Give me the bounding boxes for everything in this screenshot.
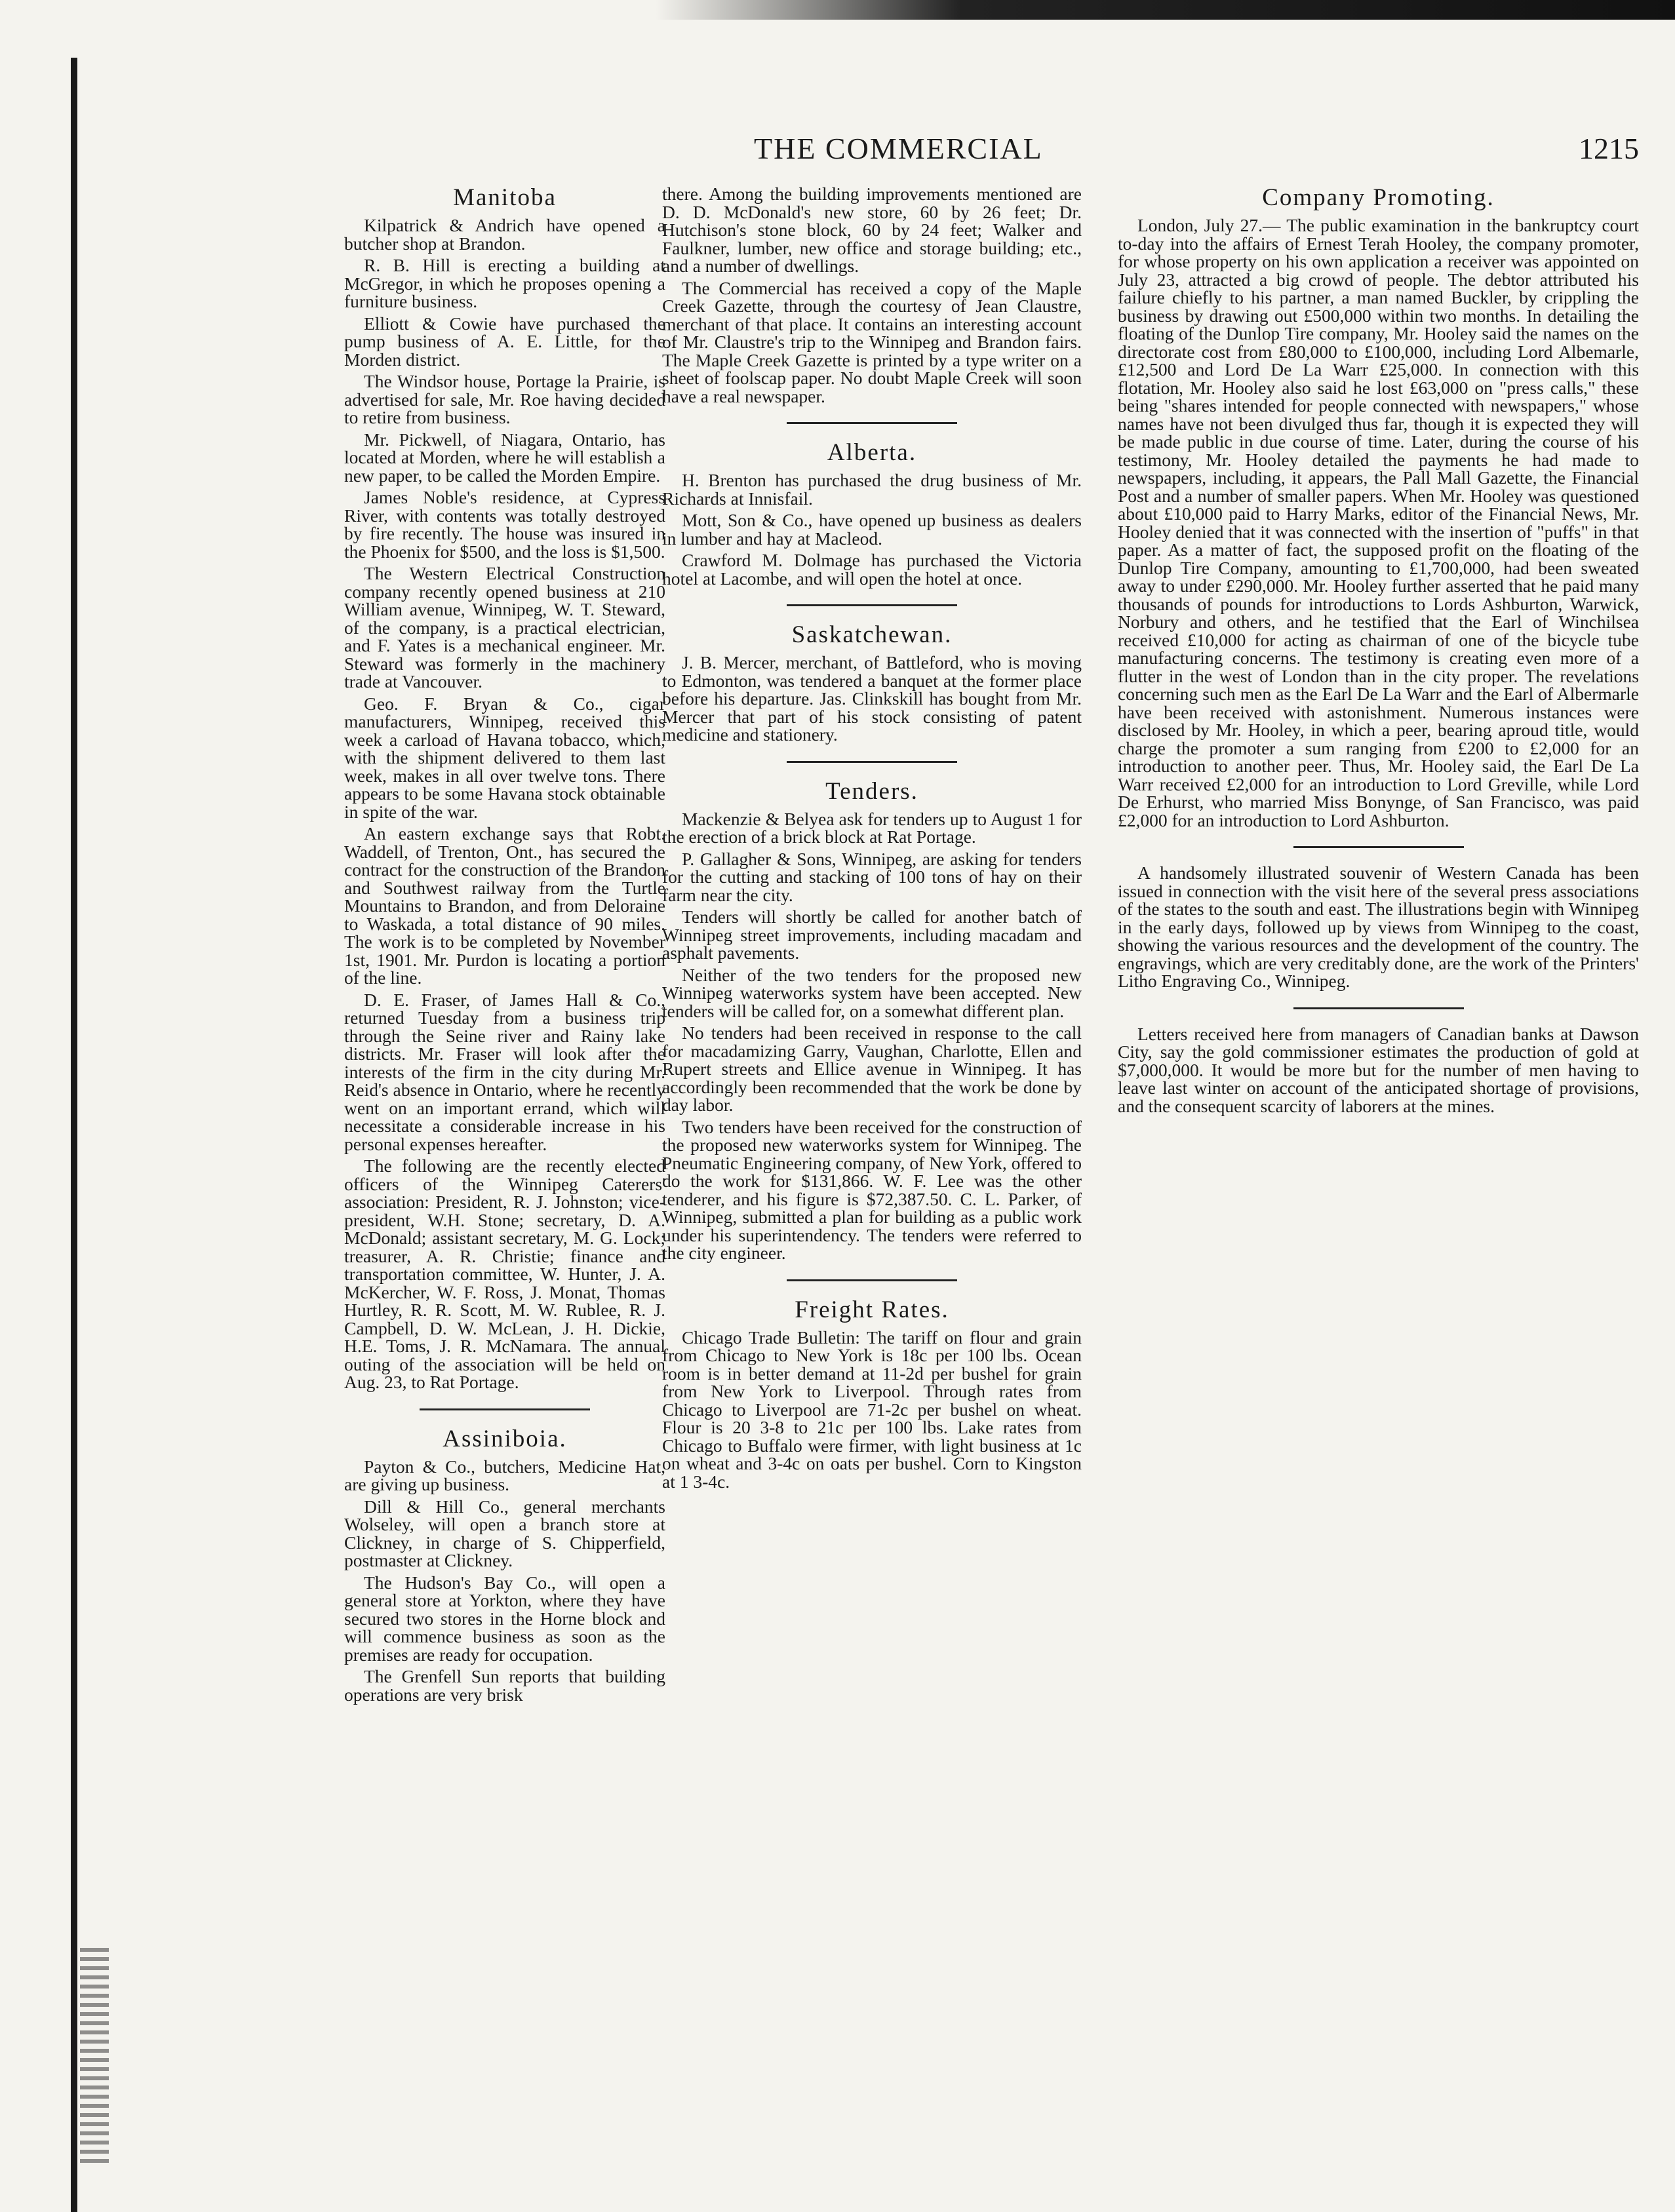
section-divider — [420, 1408, 590, 1410]
article-paragraph: A handsomely illustrated souvenir of Western Canada has been issued in connection with the visit here of the several press associations of the states to the south and east. The illustrations begin with Winnipeg in the early days, followed up by views from Winnipeg to the coast, showing the various resources and the development of the country. The engravings, which are very creditably done, are the work of the Printers' Litho Engraving Co., Winnipeg. — [1118, 863, 1639, 991]
article-paragraph: Kilpatrick & Andrich have opened a butcher shop at Brandon. — [344, 215, 665, 254]
article-paragraph: Tenders will shortly be called for another batch of Winnipeg street improvements, including macadam and asphalt pavements. — [662, 906, 1082, 963]
article-paragraph: Payton & Co., butchers, Medicine Hat, are giving up business. — [344, 1456, 665, 1494]
column-3 — [1118, 185, 1639, 2153]
page-header — [695, 131, 1639, 184]
section-divider — [787, 1279, 957, 1281]
article-paragraph: The Hudson's Bay Co., will open a general store at Yorkton, where they have secured two stores in the Horne block and will commence business as soon as the premises are ready for occupation. — [344, 1572, 665, 1665]
column-2 — [662, 185, 1082, 2153]
section-divider — [787, 604, 957, 606]
article-paragraph: Elliott & Cowie have purchased the pump business of A. E. Little, for the Morden district. — [344, 313, 665, 370]
scan-artifact — [80, 1947, 109, 2163]
section-heading: Alberta. — [827, 439, 917, 466]
article-paragraph: Geo. F. Bryan & Co., cigar manufacturers, Winnipeg, received this week a carload of Havana tobacco, which, with the shipment delivered to them last week, makes in all over twelve tons. There appears to be some Havana stock obtainable in spite of the war. — [344, 693, 665, 822]
article-paragraph: An eastern exchange says that Robt. Waddell, of Trenton, Ont., has secured the contract for the construction of the Brandon and Southwest railway from the Turtle Mountains to Brandon, and from Deloraine to Waskada, a total distance of 90 miles. The work is to be completed by November 1st, 1901. Mr. Purdon is locating a portion of the line. — [344, 823, 665, 988]
article-paragraph: Mackenzie & Belyea ask for tenders up to August 1 for the erection of a brick block at Rat Portage. — [662, 808, 1082, 847]
article-paragraph: The Western Electrical Construction company recently opened business at 210 William avenue, Winnipeg, W. T. Steward, of the company, is a practical electrician, and F. Yates is a mechanical engineer. Mr. Steward was formerly in the machinery trade at Vancouver. — [344, 563, 665, 691]
article-paragraph: The Commercial has received a copy of the Maple Creek Gazette, through the courtesy of Jean Claustre, merchant of that place. It contains an interesting account of Mr. Claustre's trip to the Winnipeg and Brandon fairs. The Maple Creek Gazette is printed by a type writer on a sheet of foolscap paper. No doubt Maple Creek will soon have a real newspaper. — [662, 277, 1082, 406]
section-heading: Manitoba — [453, 185, 557, 211]
article-paragraph: Dill & Hill Co., general merchants Wolseley, will open a branch store at Clickney, in charge of S. Chipperfield, postmaster at Clickney. — [344, 1496, 665, 1570]
section-heading: Freight Rates. — [795, 1296, 949, 1323]
column-1 — [344, 185, 665, 2153]
article-paragraph: Crawford M. Dolmage has purchased the Victoria hotel at Lacombe, and will open the hotel at once. — [662, 550, 1082, 589]
article-paragraph: Letters received here from managers of Canadian banks at Dawson City, say the gold commissioner estimates the production of gold at $7,000,000. It would be more but for the number of men having to leave last winter on account of the anticipated shortage of provisions, and the consequent scarcity of laborers at the mines. — [1118, 1023, 1639, 1116]
article-paragraph: P. Gallagher & Sons, Winnipeg, are asking for tenders for the cutting and stacking of 100 tons of hay on their farm near the city. — [662, 848, 1082, 905]
scan-edge-top — [656, 0, 1675, 20]
section-divider — [787, 422, 957, 424]
article-paragraph: D. E. Fraser, of James Hall & Co., returned Tuesday from a business trip through the Seine river and Rainy lake districts. Mr. Fraser will look after the interests of the firm in the city during Mr. Reid's absence in Ontario, where he recently went on an important errand, which will necessitate a considerable increase in his personal expenses hereafter. — [344, 989, 665, 1154]
article-paragraph: Chicago Trade Bulletin: The tariff on flour and grain from Chicago to New York is 18c per 100 lbs. Ocean room is in better demand at 11-2d per bushel for grain from New York to Liverpool. Through rates from Chicago to Liverpool are 71-2c per bushel on wheat. Flour is 20 3-8 to 21c per 100 lbs. Lake rates from Chicago to Buffalo were firmer, with light business at 1c on wheat and 3-4c on oats per bushel. Corn to Kingston at 1 3-4c. — [662, 1327, 1082, 1492]
section-divider — [1293, 846, 1464, 848]
article-paragraph: Mr. Pickwell, of Niagara, Ontario, has located at Morden, where he will establish a new paper, to be called the Morden Empire. — [344, 429, 665, 486]
section-heading: Company Promoting. — [1262, 185, 1495, 211]
article-paragraph: Neither of the two tenders for the proposed new Winnipeg waterworks system have been accepted. New tenders will be called for, on a somewhat different plan. — [662, 964, 1082, 1021]
article-paragraph: The Windsor house, Portage la Prairie, is advertised for sale, Mr. Roe having decided to retire from business. — [344, 371, 665, 427]
page-number: 1215 — [1579, 132, 1639, 165]
section-divider — [787, 761, 957, 763]
article-paragraph: R. B. Hill is erecting a building at McGregor, in which he proposes opening a furniture business. — [344, 255, 665, 311]
article-paragraph: The Grenfell Sun reports that building operations are very brisk — [344, 1666, 665, 1705]
page-binding-edge — [71, 58, 77, 2212]
article-paragraph: Mott, Son & Co., have opened up business as dealers in lumber and hay at Macleod. — [662, 510, 1082, 549]
article-paragraph: No tenders had been received in response to the call for macadamizing Garry, Vaughan, Charlotte, Ellen and Rupert streets and Ellice avenue in Winnipeg. It has accordingly been recommended that the work be done by day labor. — [662, 1022, 1082, 1115]
section-heading: Tenders. — [825, 777, 918, 805]
article-paragraph: there. Among the building improvements mentioned are D. D. McDonald's new store, 60 by 26 feet; Dr. Hutchison's stone block, 60 by 24 feet; Walker and Faulkner, lumber, new office and storage building; etc., and a number of dwellings. — [662, 185, 1082, 276]
article-paragraph: H. Brenton has purchased the drug business of Mr. Richards at Innisfail. — [662, 470, 1082, 509]
section-heading: Assiniboia. — [443, 1425, 567, 1452]
article-paragraph: London, July 27.— The public examination in the bankruptcy court to-day into the affairs of Ernest Terah Hooley, the company promoter, for whose property on his own application a receiver was appointed on July 23, attracted a big crowd of people. The debtor attributed his failure chiefly to his partner, a man named Buckler, by crippling the business by drawing out £500,000 within two months. In detailing the floating of the Dunlop Tire company, Mr. Hooley said the names on the directorate cost from £80,000 to £100,000, including Lord Albemarle, £12,500 and Lord De La Warr £25,000. In connection with this flotation, Mr. Hooley also said he lost £63,000 on "press calls," these being "shares intended for people connected with newspapers," whose names have not been divulged thus far, though it is expected they will be made public in due course of time. Later, during the course of his testimony, Mr. Hooley detailed the payments he had made to newspapers, including, it appears, the Pall Mall Gazette, the Financial Post and a number of smaller papers. When Mr. Hooley was questioned about £10,000 paid to Harry Marks, editor of the Financial News, Mr. Hooley denied that it was connected with the insertion of "puffs" in that paper. As a matter of fact, the supposed profit on the floating of the Dunlop Tire Company, amounting to £1,700,000, had been sweated away to under £290,000. Mr. Hooley further asserted that he paid many thousands of pounds for introductions to Lords Ashburton, Warwick, Norbury and others, and he testified that the Earl of Winchilsea received £10,000 for acting as chairman of one of the bicycle tube manufacturing concerns. The testimony is creating even more of a flutter in the west of London than in the city proper. The revelations concerning such men as the Earl De La Warr and the Earl of Albermarle have been received with astonishment. Numerous instances were disclosed by Mr. Hooley, in which a peer, bearing aproud title, would charge the promoter a sum ranging from £200 to £2,000 for an introduction to another peer. Thus, Mr. Hooley said, the Earl De La Warr received £2,000 for an introduction to Lord Greville, while Lord De Erhurst, who married Miss Bonynge, of San Francisco, was paid £2,000 for an introduction to Lord Ashburton. — [1118, 215, 1639, 830]
publication-title: THE COMMERCIAL — [754, 132, 1043, 165]
article-paragraph: James Noble's residence, at Cypress River, with contents was totally destroyed by fire recently. The house was insured in the Phoenix for $500, and the loss is $1,500. — [344, 487, 665, 562]
article-paragraph: J. B. Mercer, merchant, of Battleford, who is moving to Edmonton, was tendered a banquet at the former place before his departure. Jas. Clinkskill has bought from Mr. Mercer that part of his stock consisting of patent medicine and stationery. — [662, 652, 1082, 745]
article-paragraph: Two tenders have been received for the construction of the proposed new waterworks system for Winnipeg. The Pneumatic Engineering company, of New York, offered to do the work for $131,866. W. F. Lee was the other tenderer, and his figure is $72,387.50. C. L. Parker, of Winnipeg, submitted a plan for building as a public work under his superintendency. The tenders were referred to the city engineer. — [662, 1116, 1082, 1263]
section-heading: Saskatchewan. — [791, 621, 953, 648]
article-paragraph: The following are the recently elected officers of the Winnipeg Caterers' association: President, R. J. Johnston; vice-president, W.H. Stone; secretary, D. A. McDonald; assistant secretary, M. G. Lock; treasurer, A. R. Christie; finance and transportation committee, W. Hunter, J. A. McKercher, W. F. Ross, J. Monat, Thomas Hurtley, R. R. Scott, M. W. Rublee, R. J. Campbell, D. W. McLean, J. H. Dickie, H.E. Toms, J. R. McNamara. The annual outing of the association will be held on Aug. 23, to Rat Portage. — [344, 1155, 665, 1392]
section-divider — [1293, 1007, 1464, 1009]
